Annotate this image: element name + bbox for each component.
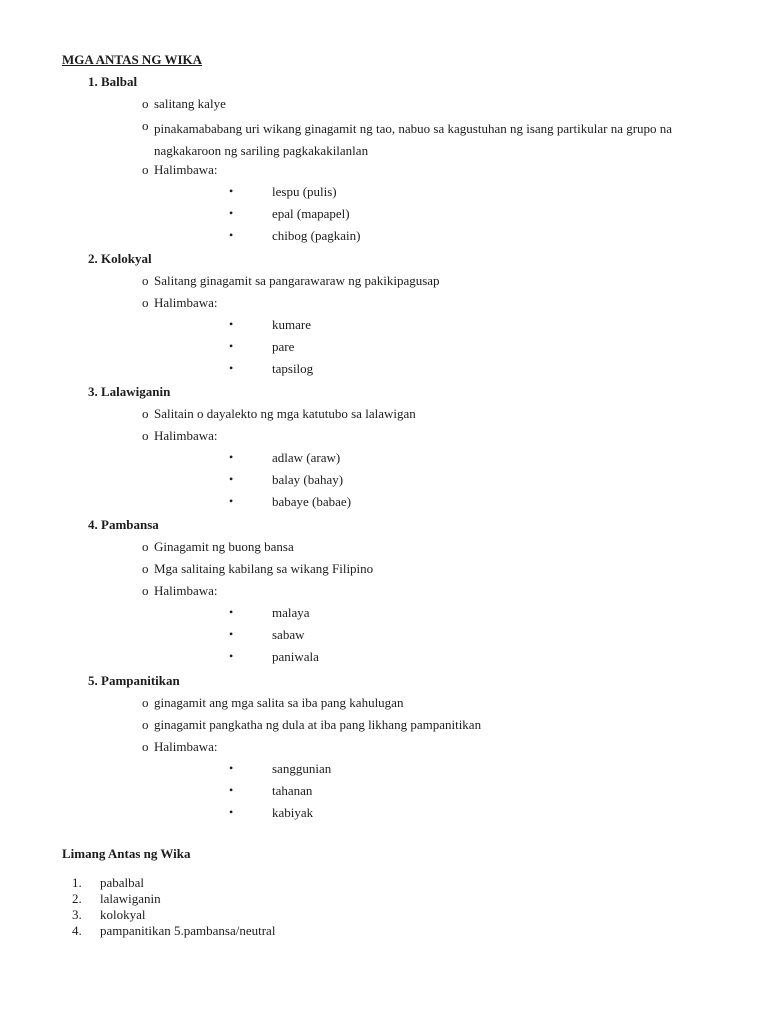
examples-label: Halimbawa: bbox=[154, 583, 218, 598]
example-text: lespu (pulis) bbox=[272, 184, 337, 199]
section-heading: 5. Pampanitikan bbox=[88, 673, 180, 688]
example-text: chibog (pagkain) bbox=[272, 228, 361, 243]
item-text: pampanitikan 5.pambansa/neutral bbox=[100, 923, 276, 938]
examples-label: Halimbawa: bbox=[154, 162, 218, 177]
circle-bullet-icon: o bbox=[142, 273, 149, 288]
bullet-icon: • bbox=[229, 184, 234, 198]
point-text: Mga salitaing kabilang sa wikang Filipino bbox=[154, 561, 374, 576]
bullet-icon: • bbox=[229, 605, 234, 619]
point-text: pinakamababang uri wikang ginagamit ng tao, nabuo sa kagustuhan ng isang partikular na grupo na nagkakaroon ng sariling pagkakakilanlan bbox=[154, 121, 673, 158]
bullet-icon: • bbox=[229, 805, 234, 819]
point-text: salitang kalye bbox=[154, 96, 226, 111]
example-text: balay (bahay) bbox=[272, 472, 344, 487]
example-text: tapsilog bbox=[272, 361, 314, 376]
example-text: sabaw bbox=[272, 627, 305, 642]
circle-bullet-icon: o bbox=[142, 428, 149, 443]
point-text: ginagamit pangkatha ng dula at iba pang likhang pampanitikan bbox=[154, 717, 482, 732]
bullet-icon: • bbox=[229, 494, 234, 508]
circle-bullet-icon: o bbox=[142, 583, 149, 598]
example-text: babaye (babae) bbox=[272, 494, 352, 509]
circle-bullet-icon: o bbox=[142, 295, 149, 310]
item-text: pabalbal bbox=[100, 875, 145, 890]
bullet-icon: • bbox=[229, 472, 234, 486]
example-text: malaya bbox=[272, 605, 310, 620]
examples-label: Halimbawa: bbox=[154, 739, 218, 754]
item-number: 4. bbox=[72, 923, 82, 938]
bullet-icon: • bbox=[229, 339, 234, 353]
section-heading: 2. Kolokyal bbox=[88, 251, 152, 266]
section-heading: 4. Pambansa bbox=[88, 517, 159, 532]
examples-label: Halimbawa: bbox=[154, 295, 218, 310]
document-title: MGA ANTAS NG WIKA bbox=[62, 52, 203, 67]
section-heading: 3. Lalawiganin bbox=[88, 384, 171, 399]
example-text: adlaw (araw) bbox=[272, 450, 341, 465]
section-heading: 1. Balbal bbox=[88, 74, 138, 89]
bullet-icon: • bbox=[229, 206, 234, 220]
example-text: kumare bbox=[272, 317, 311, 332]
point-text: ginagamit ang mga salita sa iba pang kahulugan bbox=[154, 695, 404, 710]
bullet-icon: • bbox=[229, 450, 234, 464]
circle-bullet-icon: o bbox=[142, 406, 149, 421]
bullet-icon: • bbox=[229, 228, 234, 242]
circle-bullet-icon: o bbox=[142, 539, 149, 554]
bullet-icon: • bbox=[229, 783, 234, 797]
item-text: lalawiganin bbox=[100, 891, 161, 906]
example-text: tahanan bbox=[272, 783, 313, 798]
example-text: kabiyak bbox=[272, 805, 314, 820]
bullet-icon: • bbox=[229, 317, 234, 331]
circle-bullet-icon: o bbox=[142, 739, 149, 754]
item-text: kolokyal bbox=[100, 907, 146, 922]
example-text: pare bbox=[272, 339, 295, 354]
examples-label: Halimbawa: bbox=[154, 428, 218, 443]
circle-bullet-icon: o bbox=[142, 561, 149, 576]
item-number: 2. bbox=[72, 891, 82, 906]
point-text: Ginagamit ng buong bansa bbox=[154, 539, 294, 554]
circle-bullet-icon: o bbox=[142, 96, 149, 111]
point-text: Salitain o dayalekto ng mga katutubo sa lalawigan bbox=[154, 406, 416, 421]
point-text: Salitang ginagamit sa pangarawaraw ng pakikipagusap bbox=[154, 273, 440, 288]
circle-bullet-icon: o bbox=[142, 118, 149, 133]
summary-title: Limang Antas ng Wika bbox=[62, 846, 191, 861]
bullet-icon: • bbox=[229, 627, 234, 641]
example-text: sanggunian bbox=[272, 761, 332, 776]
item-number: 1. bbox=[72, 875, 82, 890]
example-text: paniwala bbox=[272, 649, 319, 664]
item-number: 3. bbox=[72, 907, 82, 922]
circle-bullet-icon: o bbox=[142, 695, 149, 710]
example-text: epal (mapapel) bbox=[272, 206, 350, 221]
bullet-icon: • bbox=[229, 649, 234, 663]
circle-bullet-icon: o bbox=[142, 162, 149, 177]
circle-bullet-icon: o bbox=[142, 717, 149, 732]
bullet-icon: • bbox=[229, 361, 234, 375]
bullet-icon: • bbox=[229, 761, 234, 775]
